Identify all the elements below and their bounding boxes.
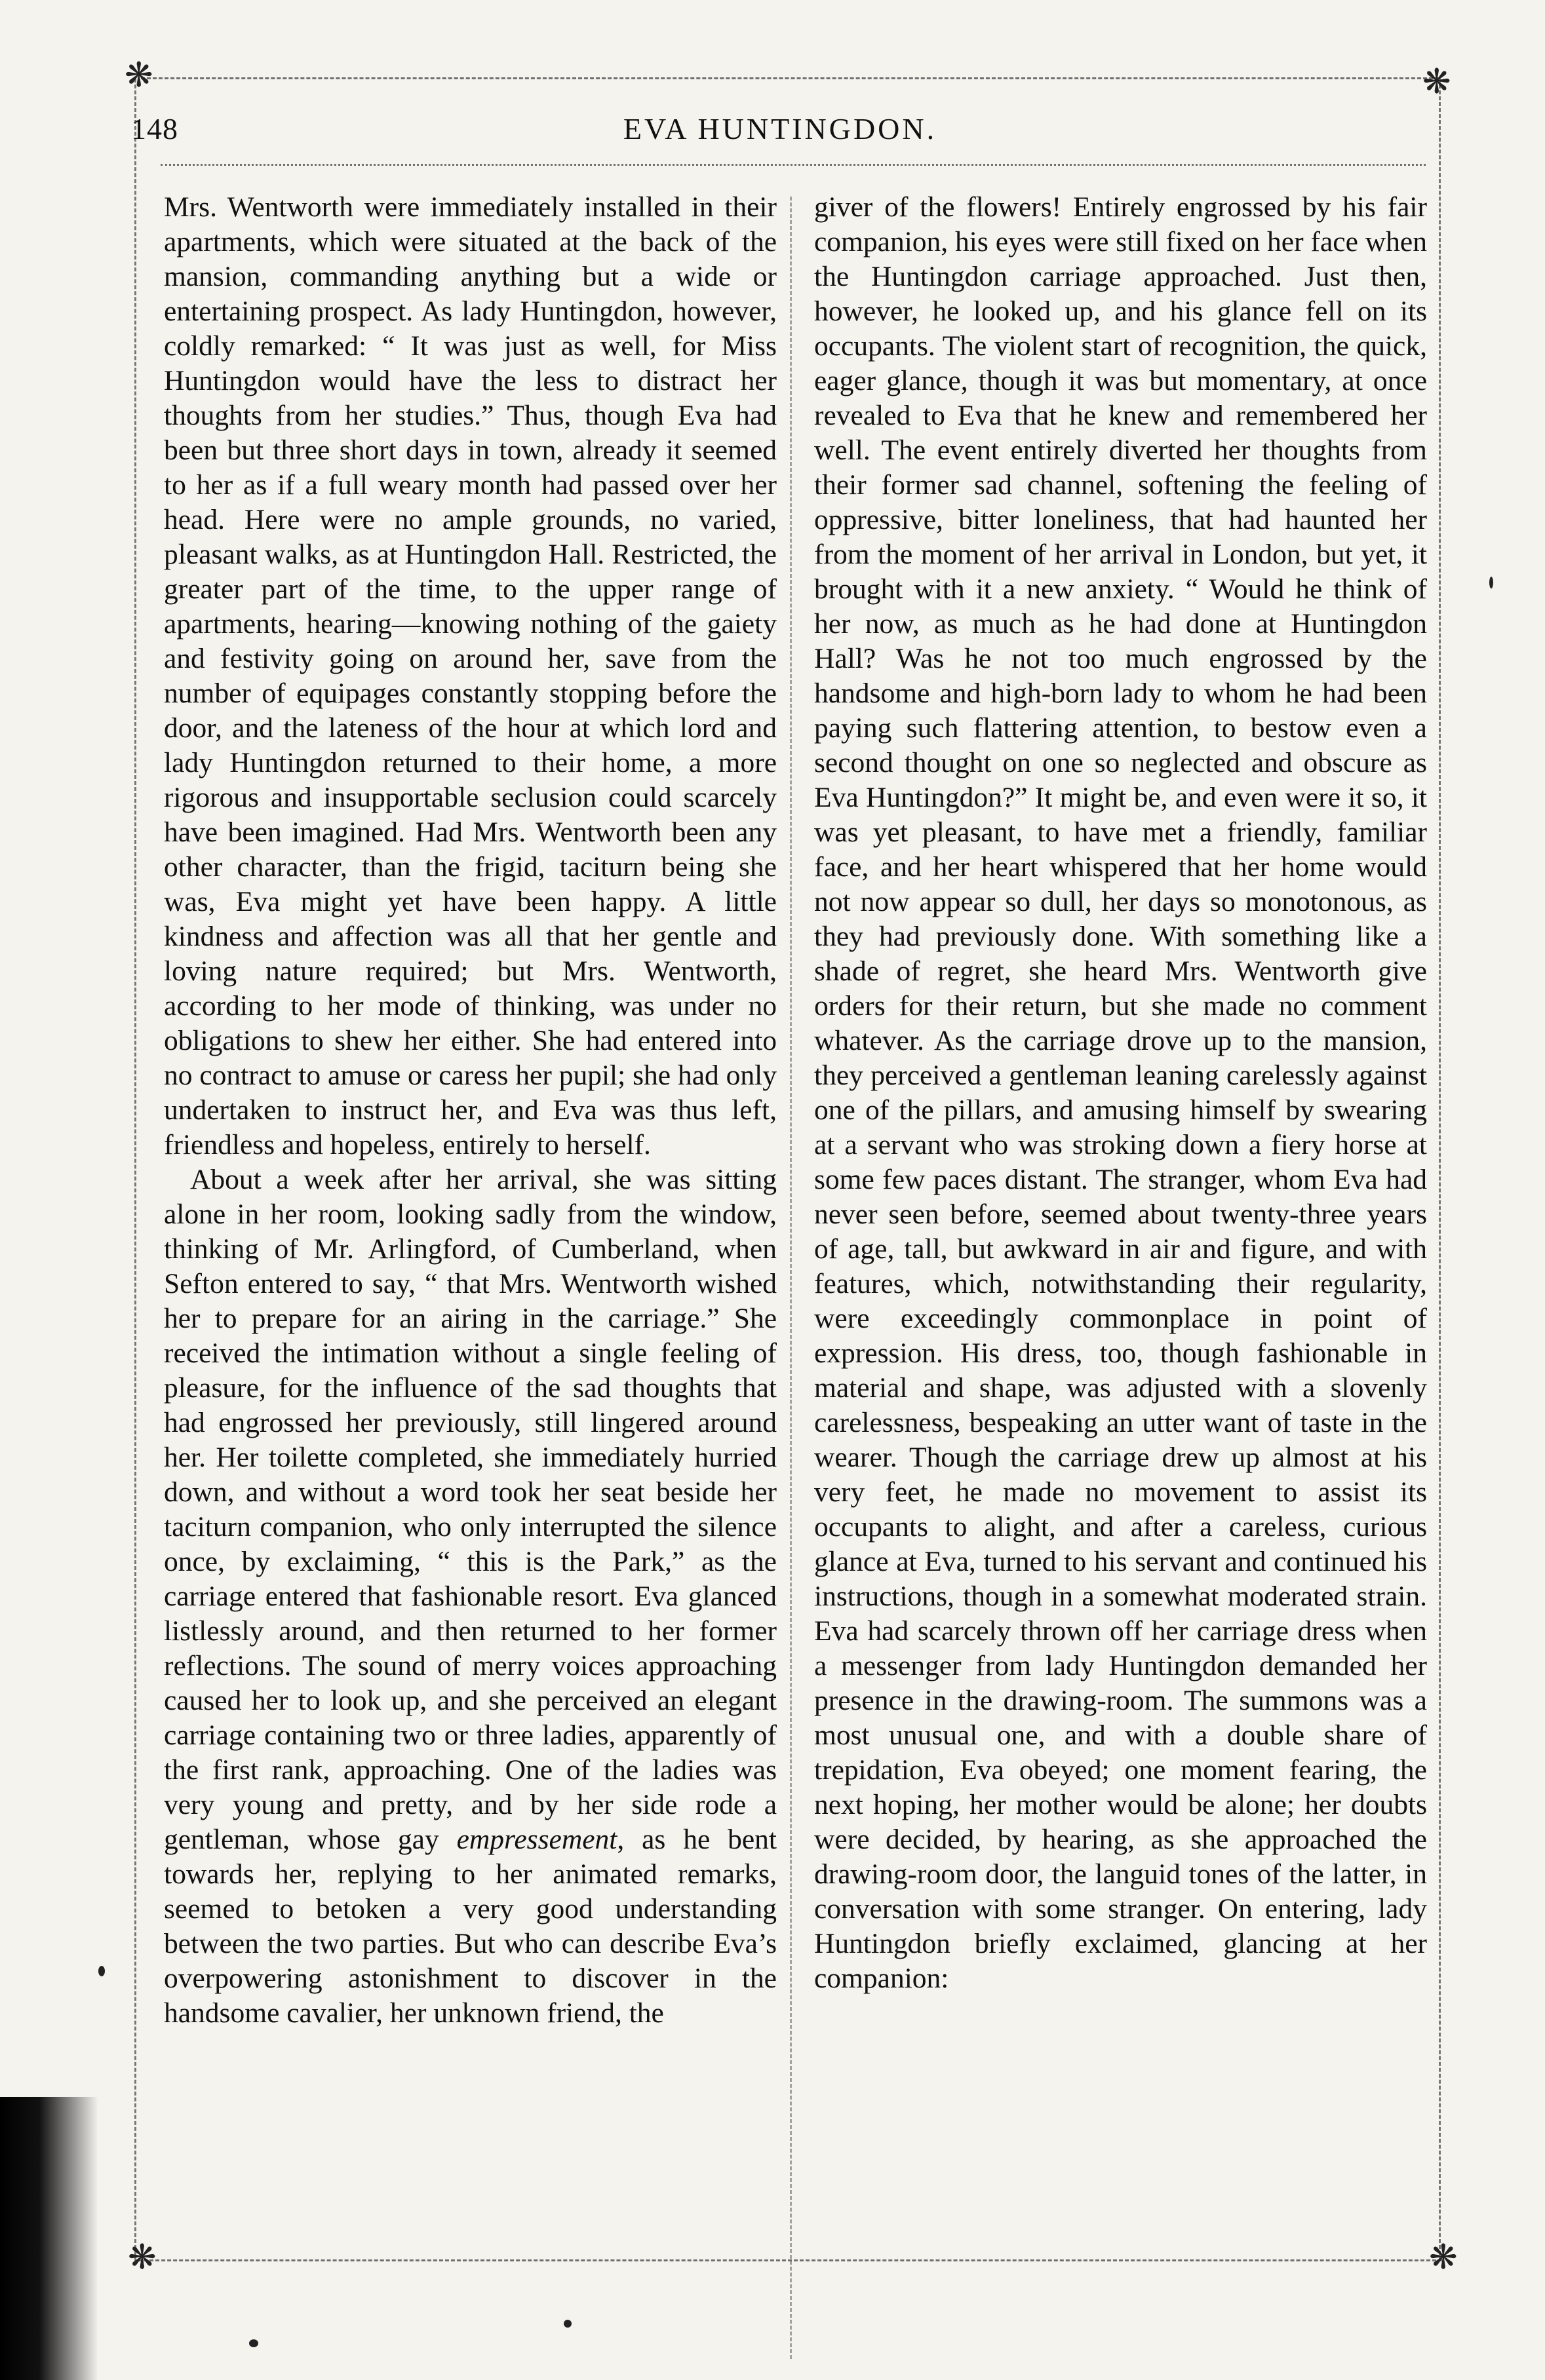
left-text-column — [164, 190, 777, 2031]
left-paragraph-2-text-b: , as he bent towards her, replying to her animated remarks, seemed to betoken a very good understanding between the two parties. But who can describe Eva’s overpowering astonishment to discover in the handsome cavalier, her unknown friend, the — [164, 1824, 777, 2029]
top-border-rule — [141, 77, 1439, 79]
left-paragraph-1: Mrs. Wentworth were immediately installed in their apartments, which were situated at the back of the mansion, commanding anything but a wide or entertaining prospect. As lady Huntingdon, however, coldly remarked: “ It was just as well, for Miss Huntingdon would have the less to distract her thoughts from her studies.” Thus, though Eva had been but three short days in town, already it seemed to her as if a full weary month had passed over her head. Here were no ample grounds, no varied, pleasant walks, as at Huntingdon Hall. Restricted, the greater part of the time, to the upper range of apartments, hearing—knowing nothing of the gaiety and festivity going on around her, save from the number of equipages constantly stopping before the door, and the lateness of the hour at which lord and lady Huntingdon returned to their home, a more rigorous and insupportable seclusion could scarcely have been imagined. Had Mrs. Wentworth been any other character, than the frigid, taciturn being she was, Eva might yet have been happy. A little kindness and affection was all that her gentle and loving nature required; but Mrs. Wentworth, according to her mode of thinking, was under no obligations to shew her either. She had entered into no contract to amuse or caress her pupil; she had only undertaken to instruct her, and Eva was thus left, friendless and hopeless, entirely to herself. — [164, 191, 777, 1161]
ink-speck — [564, 2320, 572, 2328]
top-left-ornament: ❋ — [125, 57, 153, 94]
right-text-column — [814, 190, 1427, 1996]
binding-shadow — [0, 2097, 98, 2380]
italic-word: empressement — [456, 1824, 617, 1855]
left-paragraph-2 — [164, 1162, 777, 2031]
bottom-left-ornament: ❋ — [128, 2239, 157, 2276]
bottom-right-ornament: ❋ — [1429, 2239, 1458, 2276]
page-number: 148 — [131, 112, 178, 145]
left-border-rule — [134, 79, 136, 2261]
ink-speck — [98, 1966, 105, 1976]
page-header — [131, 111, 1429, 157]
running-title: EVA HUNTINGDON. — [623, 112, 937, 145]
header-rule — [161, 164, 1426, 166]
ink-speck — [249, 2339, 258, 2347]
right-border-rule — [1439, 79, 1441, 2261]
left-paragraph-2-text-a: About a week after her arrival, she was sitting alone in her room, looking sadly from the window, thinking of Mr. Arlingford, of Cumberland, when Sefton entered to say, “ that Mrs. Wentworth wished her to prepare for an airing in the carriage.” She received the intimation without a single feeling of pleasure, for the influence of the sad thoughts that had engrossed her previously, still lingered around her. Her toilette completed, she immediately hurried down, and without a word took her seat beside her taciturn companion, who only interrupted the silence once, by exclaiming, “ this is the Park,” as the carriage entered that fashionable resort. Eva glanced listlessly around, and then returned to her former reflections. The sound of merry voices approaching caused her to look up, and she perceived an elegant carriage containing two or three ladies, apparently of the first rank, approaching. One of the ladies was very young and pretty, and by her side rode a gentleman, whose gay — [164, 1164, 777, 1855]
column-divider — [790, 197, 792, 2359]
top-right-ornament: ❋ — [1422, 64, 1451, 101]
ink-speck — [1489, 577, 1493, 588]
right-paragraph-1: giver of the flowers! Entirely engrossed by his fair companion, his eyes were still fixed on her face when the Huntingdon carriage approached. Just then, however, he looked up, and his glance fell on its occupants. The violent start of recognition, the quick, eager glance, though it was but momentary, at once revealed to Eva that he knew and remembered her well. The event entirely diverted her thoughts from their former sad channel, softening the feeling of oppressive, bitter loneliness, that had haunted her from the moment of her arrival in London, but yet, it brought with it a new anxiety. “ Would he think of her now, as much as he had done at Huntingdon Hall? Was he not too much engrossed by the handsome and high-born lady to whom he had been paying such flattering attention, to bestow even a second thought on one so neglected and obscure as Eva Huntingdon?” It might be, and even were it so, it was yet pleasant, to have met a friendly, familiar face, and her heart whispered that her home would not now appear so dull, her days so monotonous, as they had previously done. With something like a shade of regret, she heard Mrs. Wentworth give orders for their return, but she made no comment whatever. As the carriage drove up to the mansion, they perceived a gentleman leaning carelessly against one of the pillars, and amusing himself by swearing at a servant who was stroking down a fiery horse at some few paces distant. The stranger, whom Eva had never seen before, seemed about twenty-three years of age, tall, but awkward in air and figure, and with features, which, notwithstanding their regularity, were exceedingly commonplace in point of expression. His dress, too, though fashionable in material and shape, was adjusted with a slovenly carelessness, bespeaking an utter want of taste in the wearer. Though the carriage drew up almost at his very feet, he made no movement to assist its occupants to alight, and after a careless, curious glance at Eva, turned to his servant and continued his instructions, though in a somewhat moderated strain. Eva had scarcely thrown off her carriage dress when a messenger from lady Huntingdon demanded her presence in the drawing-room. The summons was a most unusual one, and with a double share of trepidation, Eva obeyed; one moment fearing, the next hoping, her mother would be alone; her doubts were decided, by hearing, as she approached the drawing-room door, the languid tones of the latter, in conversation with some stranger. On entering, lady Huntingdon briefly exclaimed, glancing at her companion: — [814, 191, 1427, 1994]
